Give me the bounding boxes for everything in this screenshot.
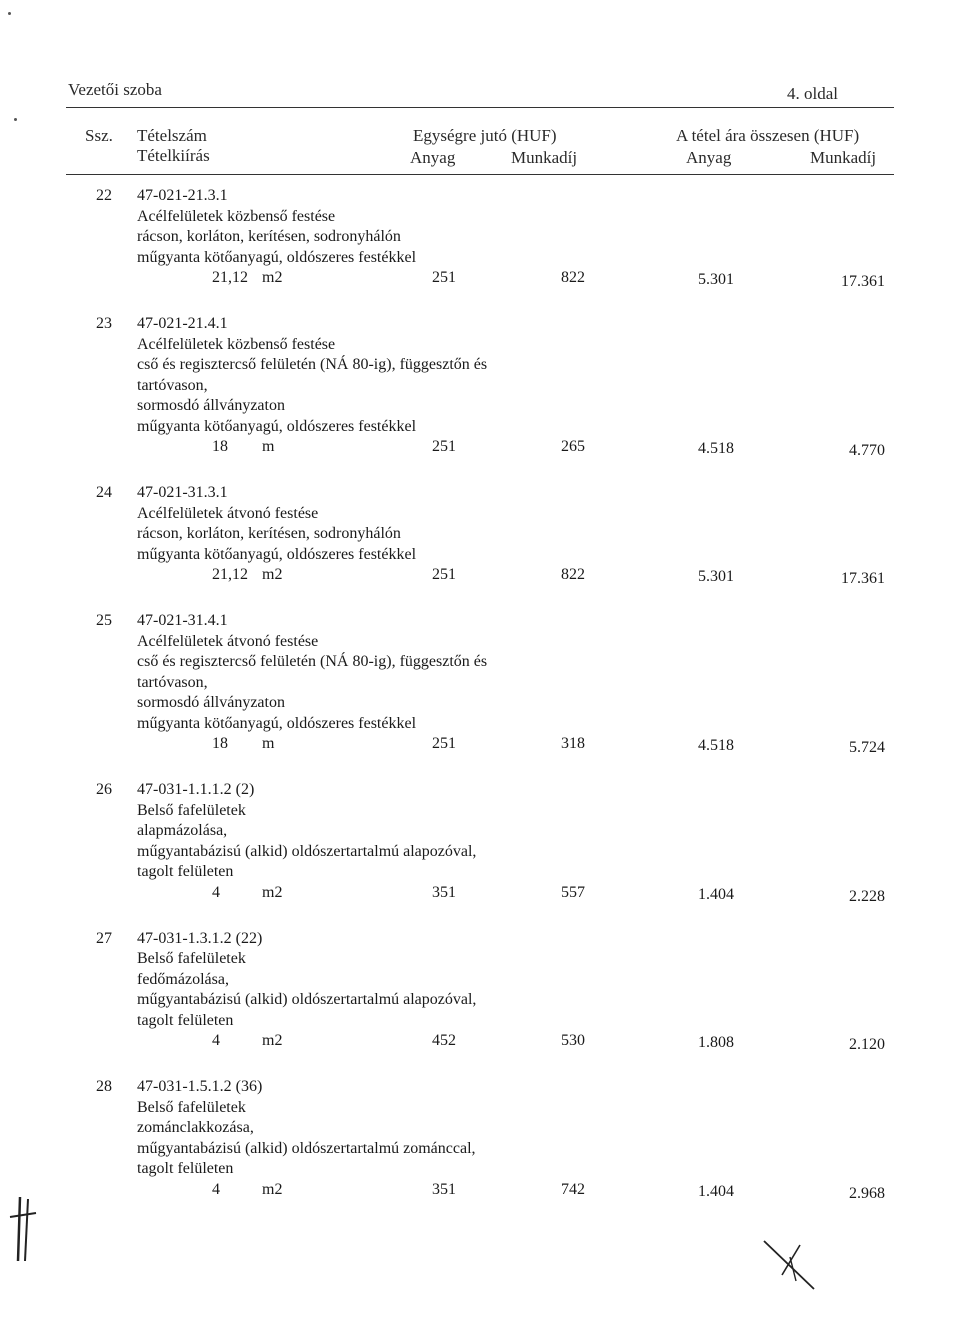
item-number: 23 [96, 315, 112, 332]
item-code: 47-031-1.3.1.2 (22) [137, 929, 263, 947]
unit-labor-price: 530 [561, 1032, 585, 1049]
handwritten-mark-right [760, 1235, 820, 1295]
item-description-line: fedőmázolása, [137, 970, 229, 988]
columns-rule [66, 174, 894, 175]
item-description-line: Belső fafelületek [137, 1098, 246, 1116]
item-description-line: rácson, korláton, kerítésen, sodronyhálón [137, 228, 401, 245]
total-labor-price: 4.770 [849, 442, 885, 459]
item-number: 25 [96, 612, 112, 629]
item-description-line: Acélfelületek közbenső festése [137, 207, 336, 225]
item-description-line: sormosdó állványzaton [137, 397, 285, 414]
unit-material-price: 251 [432, 438, 456, 455]
unit-material-price: 351 [432, 1180, 456, 1198]
item-number: 24 [96, 484, 112, 501]
speck [14, 118, 17, 121]
col-labor-total: Munkadíj [810, 148, 877, 167]
total-labor-price: 2.228 [849, 887, 885, 905]
item-code: 47-021-21.3.1 [137, 187, 228, 204]
item-description-line: Acélfelületek átvonó festése [137, 504, 319, 522]
total-material-price: 5.301 [698, 271, 734, 288]
item-description-line: műgyantabázisú (alkid) oldószertartalmú alapozóval, [137, 991, 477, 1008]
item-description-line: tartóvason, [137, 376, 208, 394]
item-description-line: tagolt felületen [137, 863, 234, 880]
col-material-total: Anyag [686, 148, 732, 167]
item-unit: m2 [262, 566, 283, 583]
item-description-line: tagolt felületen [137, 1011, 234, 1029]
item-description-line: műgyantabázisú (alkid) oldószertartalmú alapozóval, [137, 842, 477, 860]
item-description-line: alapmázolása, [137, 822, 228, 839]
speck [8, 12, 11, 15]
total-material-price: 4.518 [698, 440, 734, 457]
unit-labor-price: 318 [561, 735, 585, 752]
col-material: Anyag [410, 148, 456, 167]
col-labor: Munkadíj [511, 148, 578, 167]
item-description-line: cső és regisztercső felületén (NÁ 80-ig), függesztőn és [137, 653, 488, 670]
item-description-line: műgyanta kötőanyagú, oldószeres festékkel [137, 545, 417, 563]
item-unit: m2 [262, 1180, 283, 1198]
item-code: 47-021-21.4.1 [137, 315, 228, 332]
item-description-line: sormosdó állványzaton [137, 694, 285, 711]
item-description-line: műgyantabázisú (alkid) oldószertartalmú zománccal, [137, 1139, 476, 1157]
total-labor-price: 17.361 [841, 273, 885, 290]
col-total-price: A tétel ára összesen (HUF) [676, 126, 860, 145]
unit-material-price: 251 [432, 735, 456, 752]
item-unit: m2 [262, 883, 283, 901]
total-labor-price: 5.724 [849, 739, 885, 756]
item-quantity: 21,12 [212, 566, 248, 583]
total-labor-price: 2.968 [849, 1184, 885, 1202]
item-number: 26 [96, 781, 112, 798]
item-unit: m [262, 735, 275, 752]
item-quantity: 18 [212, 735, 228, 752]
handwritten-mark-left [8, 1195, 38, 1265]
item-number: 27 [96, 929, 112, 947]
col-no: Ssz. [85, 126, 113, 145]
item-description-line: tagolt felületen [137, 1160, 234, 1177]
item-description-line: Acélfelületek közbenső festése [137, 335, 336, 353]
item-quantity: 18 [212, 438, 228, 455]
col-item-no: Tételszám [137, 126, 207, 145]
item-description-line: műgyanta kötőanyagú, oldószeres festékkel [137, 248, 417, 266]
col-unit-price: Egységre jutó (HUF) [413, 126, 557, 145]
item-number: 22 [96, 187, 112, 204]
item-quantity: 4 [212, 883, 220, 901]
unit-labor-price: 822 [561, 269, 585, 286]
item-code: 47-021-31.3.1 [137, 484, 228, 501]
unit-material-price: 251 [432, 269, 456, 286]
item-number: 28 [96, 1078, 112, 1095]
total-labor-price: 17.361 [841, 570, 885, 587]
item-code: 47-031-1.1.1.2 (2) [137, 781, 255, 798]
item-description-line: műgyanta kötőanyagú, oldószeres festékkel [137, 714, 417, 732]
item-unit: m2 [262, 269, 283, 286]
item-description-line: Belső fafelületek [137, 801, 246, 819]
item-description-line: rácson, korláton, kerítésen, sodronyhálón [137, 525, 401, 542]
item-description-line: cső és regisztercső felületén (NÁ 80-ig), függesztőn és [137, 356, 488, 373]
item-quantity: 4 [212, 1032, 220, 1049]
unit-labor-price: 742 [561, 1180, 585, 1198]
item-description-line: műgyanta kötőanyagú, oldószeres festékkel [137, 417, 417, 435]
item-quantity: 21,12 [212, 269, 248, 286]
page-number: 4. oldal [787, 84, 838, 103]
item-code: 47-021-31.4.1 [137, 612, 228, 629]
total-material-price: 1.404 [698, 885, 734, 903]
total-material-price: 1.404 [698, 1182, 734, 1200]
item-description-line: zománclakkozása, [137, 1119, 254, 1136]
unit-labor-price: 265 [561, 438, 585, 455]
total-material-price: 1.808 [698, 1034, 734, 1051]
unit-material-price: 251 [432, 566, 456, 583]
unit-labor-price: 557 [561, 883, 585, 901]
unit-labor-price: 822 [561, 566, 585, 583]
item-description-line: tartóvason, [137, 673, 208, 691]
room-title: Vezetői szoba [68, 80, 162, 99]
unit-material-price: 452 [432, 1032, 456, 1049]
unit-material-price: 351 [432, 883, 456, 901]
item-unit: m2 [262, 1032, 283, 1049]
item-code: 47-031-1.5.1.2 (36) [137, 1078, 263, 1095]
col-item-desc: Tételkiírás [137, 146, 210, 165]
item-quantity: 4 [212, 1180, 220, 1198]
item-unit: m [262, 438, 275, 455]
total-labor-price: 2.120 [849, 1036, 885, 1053]
item-description-line: Belső fafelületek [137, 950, 246, 967]
header-rule [66, 107, 894, 108]
item-description-line: Acélfelületek átvonó festése [137, 632, 319, 650]
total-material-price: 5.301 [698, 568, 734, 585]
total-material-price: 4.518 [698, 737, 734, 754]
